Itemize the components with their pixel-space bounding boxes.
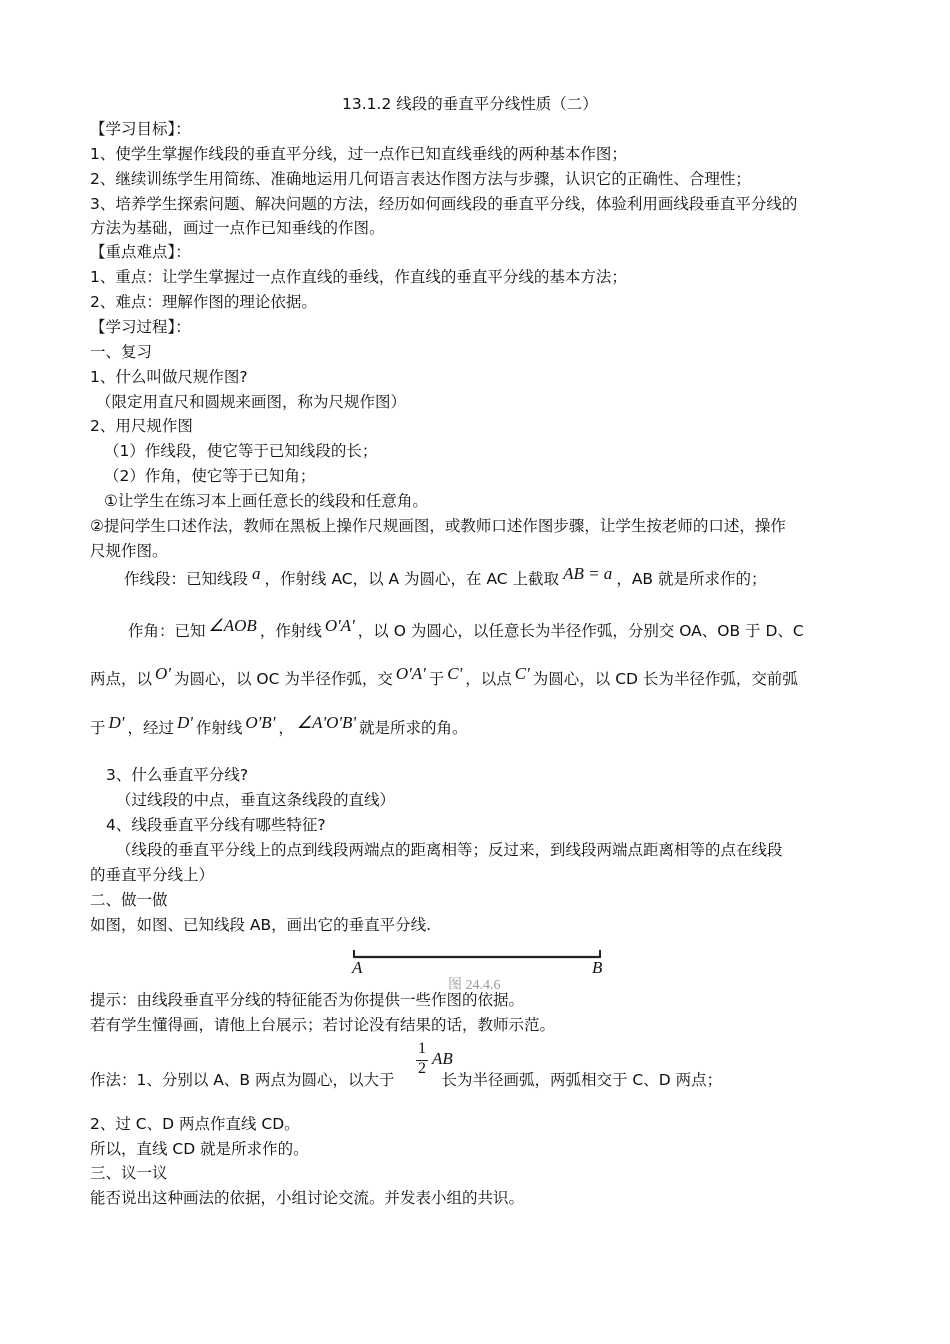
answer-3: （过线段的中点，垂直这条线段的直线）	[116, 791, 396, 809]
question-4: 4、线段垂直平分线有哪些特征?	[106, 816, 326, 834]
review-step-1: （1）作线段，使它等于已知线段的长；	[104, 442, 378, 460]
review-question-1: 1、什么叫做尺规作图?	[90, 368, 248, 386]
figure-caption: 图 24.4.6	[448, 978, 501, 993]
fraction-variable: AB	[432, 1049, 453, 1068]
angle-construction-line-3: 于 D' ，经过 D' 作射线 O'B' ， ∠A'O'B' 就是所求的角。	[90, 713, 468, 737]
fraction-numerator: 1	[418, 1040, 426, 1057]
question-3: 3、什么垂直平分线?	[106, 766, 249, 784]
discuss-text: 能否说出这种画法的依据，小组讨论交流。并发表小组的共识。	[90, 1189, 525, 1207]
hint-text: 提示：由线段垂直平分线的特征能否为你提供一些作图的依据。	[90, 991, 525, 1009]
segment-construction: 作线段：已知线段 a ，作射线 AC，以 A 为圆心，在 AC 上截取 AB = a ，AB 就是所求作的；	[124, 564, 767, 588]
do-it-heading: 二、做一做	[90, 891, 168, 909]
answer-4: （线段的垂直平分线上的点到线段两端点的距离相等；反过来，到线段两端点距离相等的点在线段	[116, 841, 783, 859]
method-step-1: 作法：1、分别以 A、B 两点为圆心，以大于 长为半径画弧，两弧相交于 C、D 两点；	[90, 1071, 723, 1089]
point-a-label: A	[352, 958, 363, 977]
objective-item: 3、培养学生探索问题、解决问题的方法，经历如何画线段的垂直平分线，体验利用画线段垂直平分线的	[90, 195, 798, 213]
process-heading: 【学习过程】：	[90, 318, 191, 336]
discuss-heading: 三、议一议	[90, 1164, 168, 1182]
review-step-4: ②提问学生口述作法，教师在黑板上操作尺规画图，或教师口述作图步骤，让学生按老师的口述，操作	[90, 517, 786, 535]
key-point-item: 1、重点：让学生掌握过一点作直线的垂线，作直线的垂直平分线的基本方法；	[90, 268, 627, 286]
objective-item: 1、使学生掌握作线段的垂直平分线，过一点作已知直线垂线的两种基本作图；	[90, 145, 627, 163]
objective-item: 方法为基础，画过一点作已知垂线的作图。	[90, 219, 385, 237]
review-heading: 一、复习	[90, 343, 153, 361]
review-answer-1: （限定用直尺和圆规来画图，称为尺规作图）	[96, 393, 407, 411]
point-b-label: B	[592, 958, 603, 977]
segment-ab-line	[348, 946, 610, 966]
angle-construction-line-2: 两点，以 O' 为圆心，以 OC 为半径作弧，交 O'A' 于 C' ，以点 C' 为圆心，以 CD 长为半径作弧，交前弧	[90, 664, 798, 688]
key-point-item: 2、难点：理解作图的理论依据。	[90, 293, 317, 311]
review-step-2: （2）作角，使它等于已知角；	[104, 467, 316, 485]
review-step-4-cont: 尺规作图。	[90, 542, 168, 560]
segment-figure	[348, 946, 610, 992]
page-title: 13.1.2 线段的垂直平分线性质（二）	[342, 95, 598, 113]
review-question-2: 2、用尺规作图	[90, 417, 193, 435]
method-step-2: 2、过 C、D 两点作直线 CD。	[90, 1115, 300, 1133]
do-it-task: 如图，如图、已知线段 AB，画出它的垂直平分线.	[90, 916, 432, 934]
key-points-heading: 【重点难点】：	[90, 243, 191, 261]
objectives-heading: 【学习目标】：	[90, 120, 191, 138]
objective-item: 2、继续训练学生用简练、准确地运用几何语言表达作图方法与步骤，认识它的正确性、合理性；	[90, 170, 751, 188]
review-step-3: ①让学生在练习本上画任意长的线段和任意角。	[104, 492, 428, 510]
answer-4-cont: 的垂直平分线上）	[90, 866, 215, 884]
note-text: 若有学生懂得画，请他上台展示；若讨论没有结果的话，教师示范。	[90, 1016, 556, 1034]
conclusion-text: 所以，直线 CD 就是所求作的。	[90, 1140, 309, 1158]
angle-construction-line-1: 作角：已知 ∠AOB ，作射线 O'A' ，以 O 为圆心，以任意长为半径作弧，分别交 OA、OB 于 D、C	[128, 616, 804, 640]
fraction-denominator: 2	[418, 1060, 426, 1077]
